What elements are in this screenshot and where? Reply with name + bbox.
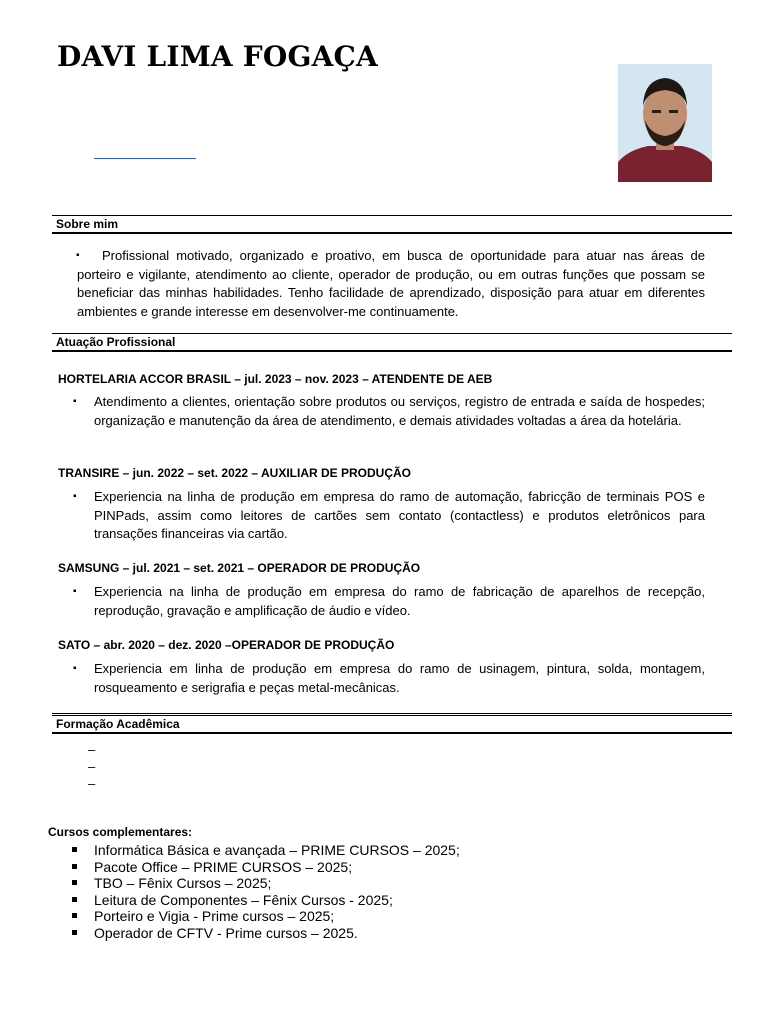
contact-link[interactable] — [94, 158, 196, 159]
course-item — [72, 875, 460, 892]
job-title: HORTELARIA ACCOR BRASIL – jul. 2023 – nov. 2023 – ATENDENTE DE AEB — [58, 372, 493, 386]
about-text: Profissional motivado, organizado e proativo, em busca de oportunidade para atuar nas áreas de porteiro e vigilante, atendimento ao cliente, operador de produção, ou em outras funções que possam se beneficiar das minhas habilidades. Tenho facilidade de aprendizado, disposição para atuar em diferentes ambientes e grande interesse em desenvolver-me continuamente. — [77, 248, 705, 319]
education-item: – — [88, 742, 96, 757]
job-description: Experiencia em linha de produção em empresa do ramo de usinagem, pintura, solda, montagem, rosqueamento e serigrafia e peças metal-mecânicas. — [94, 661, 705, 695]
bullet-icon — [72, 847, 77, 852]
job-title: SATO – abr. 2020 – dez. 2020 –OPERADOR DE PRODUÇÃO — [58, 638, 395, 652]
profile-photo-image — [618, 64, 712, 182]
bullet-icon: ▪ — [73, 586, 77, 597]
course-label: Informática Básica e avançada – PRIME CURSOS – 2025; — [94, 842, 460, 858]
section-header-about — [52, 215, 732, 234]
bullet-icon — [72, 880, 77, 885]
section-title-education: Formação Acadêmica — [56, 717, 180, 731]
education-item: – — [88, 776, 96, 791]
section-header-experience — [52, 333, 732, 352]
profile-photo — [618, 64, 712, 182]
job-description: Atendimento a clientes, orientação sobre produtos ou serviços, registro de entrada e saída de hospedes; organização e manutenção da área de atendimento, e demais atividades voltadas a área da hotelária. — [94, 394, 705, 428]
course-label: Operador de CFTV - Prime cursos – 2025. — [94, 924, 358, 941]
job-description: Experiencia na linha de produção em empresa do ramo de fabricação de aparelhos de recepção, reprodução, gravação e amplificação de áudio e vídeo. — [94, 584, 705, 618]
course-label: Leitura de Componentes – Fênix Cursos - 2025; — [94, 891, 393, 908]
bullet-icon — [72, 897, 77, 902]
bullet-icon: ▪ — [76, 250, 80, 261]
course-label: Porteiro e Vigia - Prime cursos – 2025; — [94, 908, 335, 924]
section-title-experience: Atuação Profissional — [56, 335, 176, 349]
bullet-icon: ▪ — [73, 396, 77, 407]
bullet-icon — [72, 930, 77, 935]
bullet-icon — [72, 913, 77, 918]
bullet-icon: ▪ — [73, 663, 77, 674]
bullet-icon — [72, 864, 77, 869]
job-description: Experiencia na linha de produção em empresa do ramo de automação, fabricção de terminais POS e PINPads, assim como leitores de cartões sem contato (contactless) e produtos eletrônicos para transações financeiras via cartão. — [94, 489, 705, 541]
course-item — [72, 859, 460, 876]
job-title: SAMSUNG – jul. 2021 – set. 2021 – OPERADOR DE PRODUÇÃO — [58, 561, 421, 575]
courses-title: Cursos complementares: — [48, 825, 193, 839]
course-item — [72, 925, 460, 942]
course-list — [72, 842, 460, 941]
candidate-name: DAVI LIMA FOGAÇA — [57, 40, 378, 73]
section-title-about: Sobre mim — [56, 217, 119, 231]
course-item — [72, 892, 460, 909]
section-header-education — [52, 713, 732, 734]
course-item — [72, 842, 460, 859]
education-item: – — [88, 759, 96, 774]
course-item — [72, 908, 460, 925]
course-label: Pacote Office – PRIME CURSOS – 2025; — [94, 858, 353, 875]
course-label: TBO – Fênix Cursos – 2025; — [94, 875, 272, 891]
job-title: TRANSIRE – jun. 2022 – set. 2022 – AUXILIAR DE PRODUÇÃO — [58, 466, 411, 480]
bullet-icon: ▪ — [73, 491, 77, 502]
